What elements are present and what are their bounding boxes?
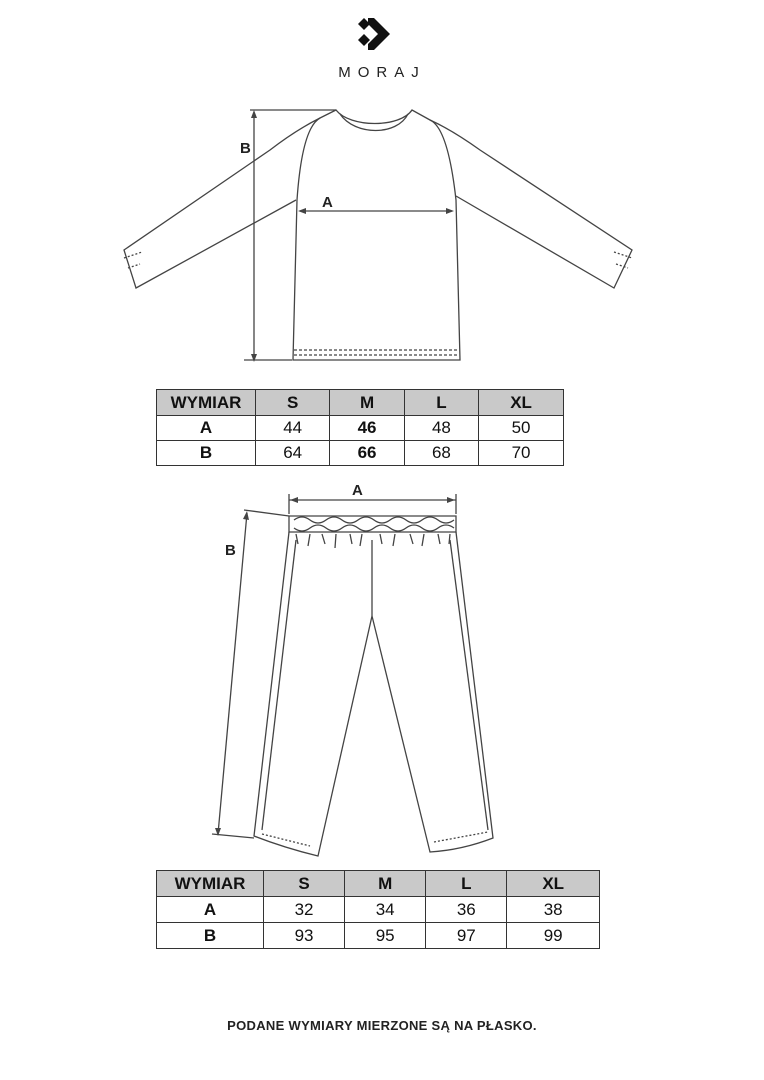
header-cell: S: [256, 390, 330, 416]
header-cell: M: [345, 871, 426, 897]
top-width-label: A: [322, 194, 333, 211]
table-header-row: [157, 871, 600, 897]
table-cell: 93: [264, 923, 345, 949]
table-cell: 66: [330, 441, 404, 466]
table-cell: 95: [345, 923, 426, 949]
table-cell: 48: [404, 416, 478, 441]
brand-name: MORAJ: [338, 64, 426, 81]
table-cell: 64: [256, 441, 330, 466]
header-cell: WYMIAR: [157, 390, 256, 416]
table-cell: 99: [507, 923, 600, 949]
table-row: [157, 923, 600, 949]
pants-length-label: B: [225, 542, 236, 559]
table-cell: 44: [256, 416, 330, 441]
footer-note: PODANE WYMIARY MIERZONE SĄ NA PŁASKO.: [227, 1018, 537, 1033]
table-cell: 68: [404, 441, 478, 466]
table-cell: 34: [345, 897, 426, 923]
table-cell: 36: [426, 897, 507, 923]
header-cell: M: [330, 390, 404, 416]
top-length-label: B: [240, 140, 251, 157]
header-cell: S: [264, 871, 345, 897]
pants-size-table: [156, 870, 600, 949]
table-cell: 97: [426, 923, 507, 949]
header-cell: XL: [507, 871, 600, 897]
header-cell: L: [426, 871, 507, 897]
header-cell: L: [404, 390, 478, 416]
row-label: B: [157, 923, 264, 949]
row-label: B: [157, 441, 256, 466]
header-cell: XL: [479, 390, 564, 416]
pants-width-label: A: [352, 482, 363, 499]
table-cell: 46: [330, 416, 404, 441]
header-cell: WYMIAR: [157, 871, 264, 897]
row-label: A: [157, 897, 264, 923]
table-cell: 50: [479, 416, 564, 441]
table-cell: 32: [264, 897, 345, 923]
table-row: [157, 897, 600, 923]
row-label: A: [157, 416, 256, 441]
table-cell: 38: [507, 897, 600, 923]
table-cell: 70: [479, 441, 564, 466]
